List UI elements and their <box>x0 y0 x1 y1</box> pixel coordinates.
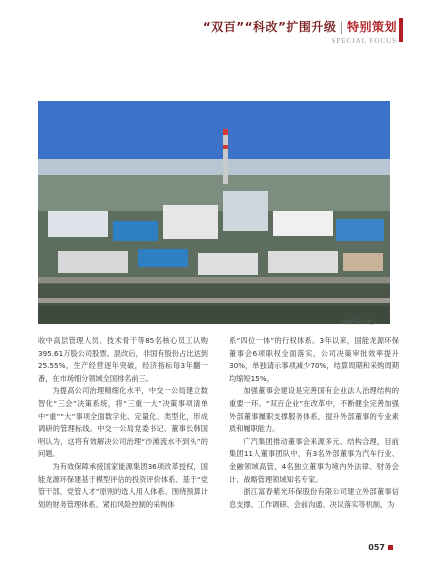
header-accent-bar <box>399 18 403 42</box>
paragraph: 收中高层管理人员、技术骨干等85名核心员工认购395.61万股公司股票。混改后，非国有股份占比达到25.55%。生产经营逐年突破，经济指标每3年翻一番，在市场细分领域全国排名前三。 <box>38 336 208 383</box>
header-series: “双百”“科改”扩围升级 <box>202 20 337 34</box>
page-number <box>368 543 393 552</box>
industrial-park-photo <box>38 101 390 324</box>
right-text-column <box>229 335 399 511</box>
paragraph: 浙江富春紫光环保股份有限公司建立外部董事信息支撑、工作调研、会前沟通、决议落实等机制，为 <box>229 487 399 509</box>
paragraph: 加强董事会建设是完善国有企业法人治理结构的重要一环。“双百企业”在改革中，不断健全完善加强外部董事履职支撑服务体系，提升外部董事的专业素质和履职能力。 <box>229 386 399 434</box>
paragraph: 广汽集团推动董事会来源多元、结构合理，目前集团11人董事团队中，有3名外部董事为汽车行业、金融领域高管，4名独立董事为境内外法律、财务会计、战略管理领域知名专家。 <box>229 436 399 484</box>
paragraph: 系“四位一体”的行权体系。3年以来，国能龙源环保董事会6项职权全面落实，公司决策审批效率提升30%，单独请示事项减少70%，结算周期和采购周期均缩短15%。 <box>229 336 399 383</box>
photo-caption: 中盐内蒙古化工 <box>340 320 379 326</box>
header-tag: 特别策划 <box>346 20 397 34</box>
page-header <box>203 18 397 45</box>
paragraph: 为提高公司治理精细化水平，中交一公局建立数智化“三会”决策系统，将“三重一大”决策事项清单中“重”“大”事项全面数字化、定量化、类型化，形成调研的管理标线。中交一公局党委书记、董事长韩国明认为，这将有效解决公司治理“沙滩流水不到头”的问题。 <box>38 386 208 459</box>
left-text-column <box>38 335 208 511</box>
page-marker <box>388 545 393 550</box>
page-number-text: 057 <box>368 543 385 552</box>
header-subtitle: SPECIAL FOCUS <box>331 37 397 45</box>
paragraph: 为有效保障承接国家能源集团36项改革授权，国能龙源环保建基于模型评估的投资评价体系、基于“党管干部、党管人才”原则的选人用人体系、围绕预算计划的财务管理体系、紧扣风险控制的采购体 <box>38 461 208 509</box>
photo-illustration <box>38 101 390 324</box>
header-title-line <box>203 18 397 35</box>
header-separator: | <box>339 20 344 34</box>
